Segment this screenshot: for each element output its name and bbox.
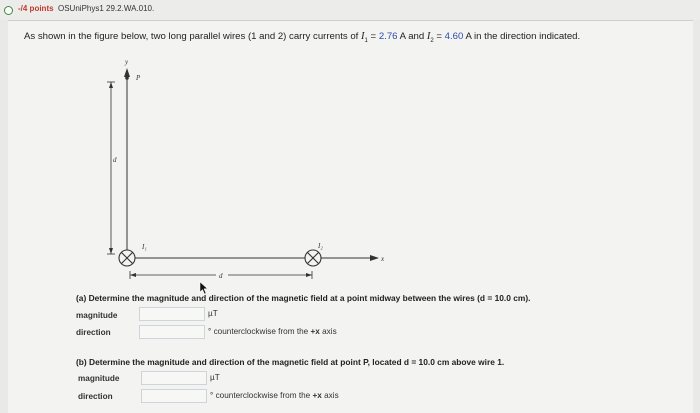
question-prefix: As shown in the figure below, two long parallel wires (1 and 2) carry currents of xyxy=(24,31,359,42)
i2-symbol: I xyxy=(426,31,431,42)
part-a-direction-label: direction xyxy=(76,328,111,337)
i2-value: 4.60 xyxy=(444,31,464,42)
i1-symbol: I xyxy=(361,31,365,42)
point-p-dot xyxy=(125,76,129,80)
horizontal-dimension-arrow-right-icon xyxy=(306,273,312,277)
y-axis-arrow-icon xyxy=(124,68,130,77)
equals-sign-2: = xyxy=(436,31,442,42)
x-axis-arrow-icon xyxy=(370,255,379,261)
part-b-prompt: (b) Determine the magnitude and direction of the magnetic field at point P, located d = 10.0 cm above wire 1. xyxy=(76,357,505,367)
i1-value: 2.76 xyxy=(378,31,398,42)
part-a-direction-axis: +x xyxy=(310,327,320,336)
part-b-magnitude-label: magnitude xyxy=(78,374,120,383)
part-b-magnitude-unit: µT xyxy=(210,373,220,382)
degree-mark-icon: ° xyxy=(210,391,214,400)
vertical-dimension-arrow-up-icon xyxy=(109,82,113,88)
vertical-d-label: d xyxy=(113,156,117,164)
points-badge: -/4 points xyxy=(18,4,54,13)
question-suffix: A in the direction indicated. xyxy=(465,31,581,42)
part-b-direction-text: counterclockwise from the xyxy=(215,391,311,400)
degree-mark-icon: ° xyxy=(208,327,212,336)
wire2-label: I₂ xyxy=(318,242,323,250)
part-b-direction-label: direction xyxy=(78,392,113,401)
part-a-prompt: (a) Determine the magnitude and direction of the magnetic field at a point midway between the wires (d = 10.0 cm). xyxy=(76,293,531,303)
part-a-magnitude-input[interactable] xyxy=(139,307,205,321)
part-b-direction-input[interactable] xyxy=(141,389,207,403)
part-a-direction-suffix xyxy=(208,327,337,336)
and-word: and xyxy=(408,31,425,42)
y-axis-label: y xyxy=(125,58,129,66)
part-b-direction-suffix xyxy=(210,391,339,400)
amp-unit-1: A xyxy=(399,31,406,42)
part-a-direction-tail: axis xyxy=(322,327,337,336)
horizontal-d-label: d xyxy=(219,272,223,280)
part-b-direction-tail: axis xyxy=(324,391,339,400)
part-b-magnitude-input[interactable] xyxy=(141,371,207,385)
equals-sign-1: = xyxy=(370,31,377,42)
point-p-label: P xyxy=(136,74,141,82)
part-a-magnitude-label: magnitude xyxy=(76,311,118,320)
wire1-label: I₁ xyxy=(142,243,147,251)
i1-subscript: 1 xyxy=(364,37,368,44)
i2-subscript: 2 xyxy=(430,37,434,44)
horizontal-dimension-arrow-left-icon xyxy=(130,273,136,277)
wire2-into-page-icon xyxy=(305,250,321,266)
vertical-dimension-arrow-down-icon xyxy=(109,248,113,254)
wire1-into-page-icon xyxy=(119,250,135,266)
part-a-direction-input[interactable] xyxy=(139,325,205,339)
x-axis-label: x xyxy=(381,255,385,263)
problem-id: OSUniPhys1 29.2.WA.010. xyxy=(58,4,155,13)
part-a-magnitude-unit: µT xyxy=(208,309,218,318)
part-b-direction-axis: +x xyxy=(312,391,322,400)
part-a-direction-text: counterclockwise from the xyxy=(213,327,309,336)
